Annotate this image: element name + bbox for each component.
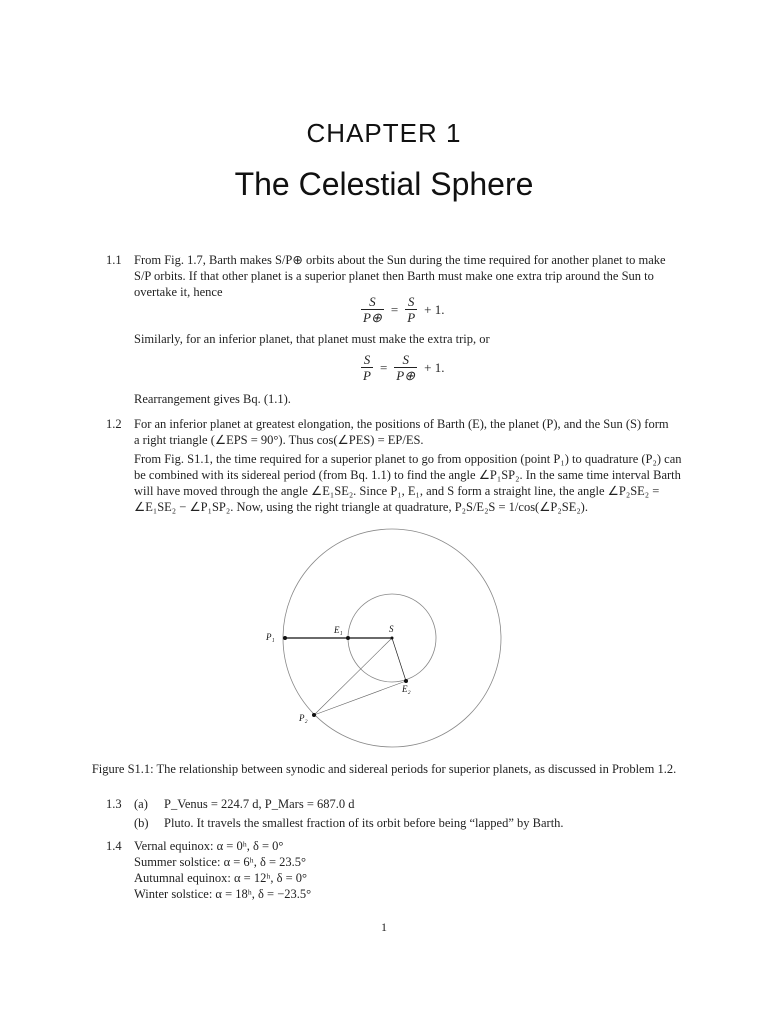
label-s: S — [389, 624, 394, 634]
label-e1: E₁ — [334, 625, 343, 635]
label-p2: P₂ — [299, 713, 308, 723]
frac-den: P — [363, 368, 371, 383]
problem-number: 1.2 — [106, 417, 122, 431]
point-s — [391, 637, 394, 640]
line-p2-e2 — [314, 681, 406, 715]
label-p1: P₁ — [266, 632, 275, 642]
text-line: ∠E₁SE₂ − ∠P₁SP₂. Now, using the right triangle at quadrature, P₂S/E₂S = 1/cos(∠P₂SE₂). — [134, 500, 588, 514]
problem-number: 1.3 — [106, 797, 122, 811]
text-line: Rearrangement gives Bq. (1.1). — [134, 392, 291, 406]
frac-den: P⊕ — [396, 368, 416, 383]
plus-one: + 1. — [424, 301, 445, 317]
page-number: 1 — [381, 920, 387, 934]
frac-den: P⊕ — [363, 310, 382, 325]
text-line: From Fig. 1.7, Barth makes S/P⊕ orbits about the Sun during the time required for another planet to make — [134, 253, 666, 267]
chapter-label: CHAPTER 1 — [306, 118, 462, 148]
equation-inferior — [358, 352, 448, 383]
point-e2 — [404, 679, 408, 683]
problem-text — [134, 252, 686, 300]
part-text: P_Venus = 224.7 d, P_Mars = 687.0 d — [164, 797, 355, 811]
part-text: Pluto. It travels the smallest fraction of its orbit before being “lapped” by Barth. — [164, 816, 564, 830]
frac-num: S — [369, 294, 376, 309]
chapter-title: The Celestial Sphere — [234, 166, 534, 202]
plus-one: + 1. — [424, 359, 445, 375]
orbit-figure — [0, 518, 768, 758]
problem-1-2 — [106, 416, 686, 450]
text-line: be combined with its sidereal period (from Bq. 1.1) to find the angle ∠P₁SP₂. In the same time interval Barth — [134, 468, 681, 482]
line-s-e2 — [392, 638, 406, 681]
text-line: will have moved through the angle ∠E₁SE₂. Since P₁, E₁, and S form a straight line, the angle ∠P₂SE₂ = — [134, 484, 660, 498]
problem-1-4-lines — [134, 838, 311, 902]
label-e2: E₂ — [402, 684, 411, 694]
part-label: (a) — [134, 797, 148, 811]
text-line: Autumnal equinox: α = 12ʰ, δ = 0° — [134, 871, 308, 885]
equals-sign: = — [379, 359, 388, 375]
frac-num: S — [402, 352, 409, 367]
frac-num: S — [407, 294, 415, 309]
text-line: From Fig. S1.1, the time required for a superior planet to go from opposition (point P₁) to quadrature (P₂) can — [134, 452, 682, 466]
part-label: (b) — [134, 816, 149, 830]
problem-number: 1.4 — [106, 839, 122, 853]
problem-number: 1.1 — [106, 253, 122, 267]
frac-den: P — [407, 310, 416, 325]
equals-sign: = — [390, 301, 399, 317]
text-line: Similarly, for an inferior planet, that planet must make the extra trip, or — [134, 332, 490, 346]
text-line: Summer solstice: α = 6ʰ, δ = 23.5° — [134, 855, 307, 869]
text-line: Vernal equinox: α = 0ʰ, δ = 0° — [134, 839, 284, 853]
figure-caption: Figure S1.1: The relationship between synodic and sidereal periods for superior planets, as discussed in Problem 1.2. — [91, 762, 677, 776]
text-line: overtake it, hence — [134, 285, 223, 299]
point-p1 — [283, 636, 287, 640]
text-line: Winter solstice: α = 18ʰ, δ = −23.5° — [134, 887, 312, 901]
text-line: S/P orbits. If that other planet is a superior planet then Barth must make one extra trip around the Sun to — [134, 269, 654, 283]
problem-text — [134, 416, 686, 448]
text-line: For an inferior planet at greatest elongation, the positions of Barth (E), the planet (P), and the Sun (S) form — [134, 417, 669, 431]
problem-1-2-paragraph — [134, 451, 686, 515]
line-s-p2 — [314, 638, 392, 715]
frac-num: S — [363, 352, 371, 367]
point-p2 — [312, 713, 316, 717]
point-e1 — [346, 636, 350, 640]
text-line: a right triangle (∠EPS = 90°). Thus cos(∠PES) = EP/ES. — [134, 433, 424, 447]
equation-superior — [358, 294, 448, 325]
